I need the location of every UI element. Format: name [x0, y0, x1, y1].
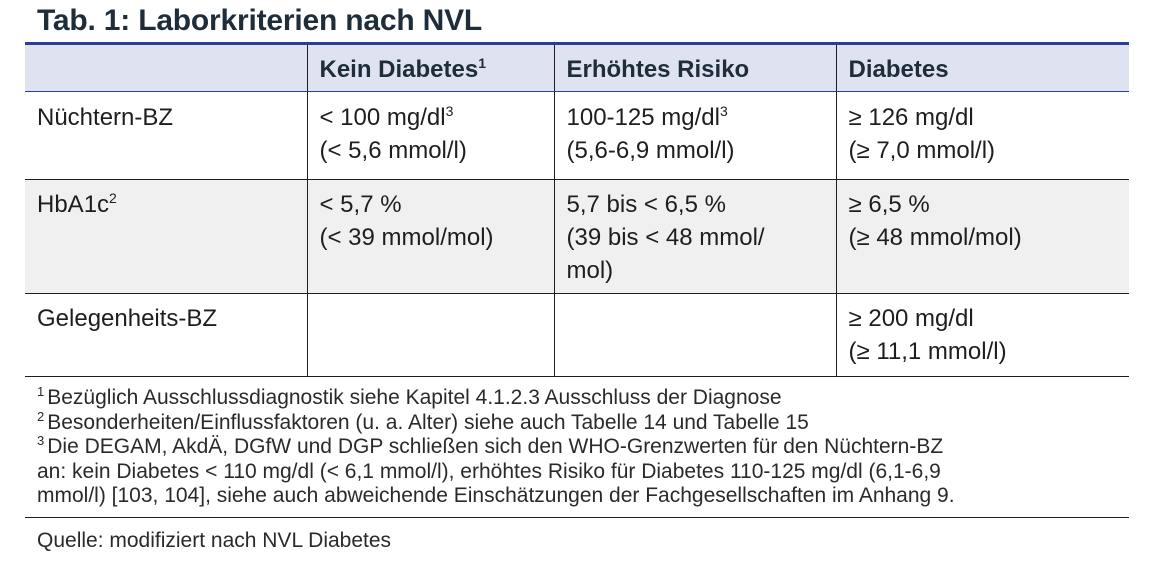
- table-row-hba1c: [25, 180, 1129, 294]
- footnotes: [25, 377, 1129, 518]
- table-row-gelegenheits-bz: [25, 294, 1129, 377]
- footnote-3-cont: mmol/l) [103, 104], siehe auch abweichende Einschätzungen der Fachgesellschaften im Anhang 9.: [37, 484, 955, 507]
- row-label: Gelegenheits-BZ: [25, 294, 307, 377]
- table-title: Tab. 1: Laborkriterien nach NVL: [37, 4, 483, 37]
- document-page: [25, 0, 1129, 554]
- cell-erhoehtes-risiko: [554, 294, 836, 377]
- footnote-2: $^2$ Besonderheiten/Einflussfaktoren (u. a. Alter) siehe auch Tabelle 14 und Tabelle 15: [37, 408, 809, 434]
- cell-kein-diabetes: < 100 $mg/dl^3$ (< 5,6 mmol/l): [307, 92, 554, 180]
- cell-erhoehtes-risiko: 100-125 $mg/dl^3$ (5,6-6,9 mmol/l): [554, 92, 836, 180]
- footnote-1: $^1$ Bezüglich Ausschlussdiagnostik siehe Kapitel 4.1.2.3 Ausschluss der Diagnose: [37, 384, 782, 409]
- header-erhoehtes-risiko: Erhöhtes Risiko: [554, 44, 836, 92]
- source-note: Quelle: modifiziert nach NVL Diabetes: [37, 528, 392, 552]
- table-row-nuechtern-bz: [25, 92, 1129, 180]
- row-label: $HbA1c^2$: [25, 180, 307, 294]
- header-kein-diabetes: Kein Diabetes$^1$: [307, 44, 554, 92]
- footnote-3: $^3$ Die DEGAM, AkdÄ, DGfW und DGP schließen sich den WHO-Grenzwerten für den Nüchtern-BZ: [37, 433, 944, 458]
- row-label: Nüchtern-BZ: [25, 92, 307, 180]
- cell-diabetes: ≥ 6,5 % (≥ 48 mmol/mol): [836, 180, 1129, 294]
- cell-diabetes: ≥ 126 mg/dl (≥ 7,0 mmol/l): [836, 92, 1129, 180]
- cell-erhoehtes-risiko: 5,7 bis < 6,5 % (39 bis < 48 mmol/ mol): [554, 180, 836, 294]
- cell-kein-diabetes: [307, 294, 554, 377]
- table-header-row: [25, 44, 1129, 92]
- header-empty: [25, 44, 307, 92]
- cell-diabetes: ≥ 200 mg/dl (≥ 11,1 mmol/l): [836, 294, 1129, 377]
- cell-kein-diabetes: < 5,7 % (< 39 mmol/mol): [307, 180, 554, 294]
- footnote-3-cont: an: kein Diabetes < 110 mg/dl (< 6,1 mmol/l), erhöhtes Risiko für Diabetes 110-125 mg/dl (6,1-6,9: [37, 459, 941, 483]
- header-diabetes: Diabetes: [836, 44, 1129, 92]
- header-footnote-mark: 1: [478, 54, 487, 71]
- criteria-table: [25, 42, 1129, 377]
